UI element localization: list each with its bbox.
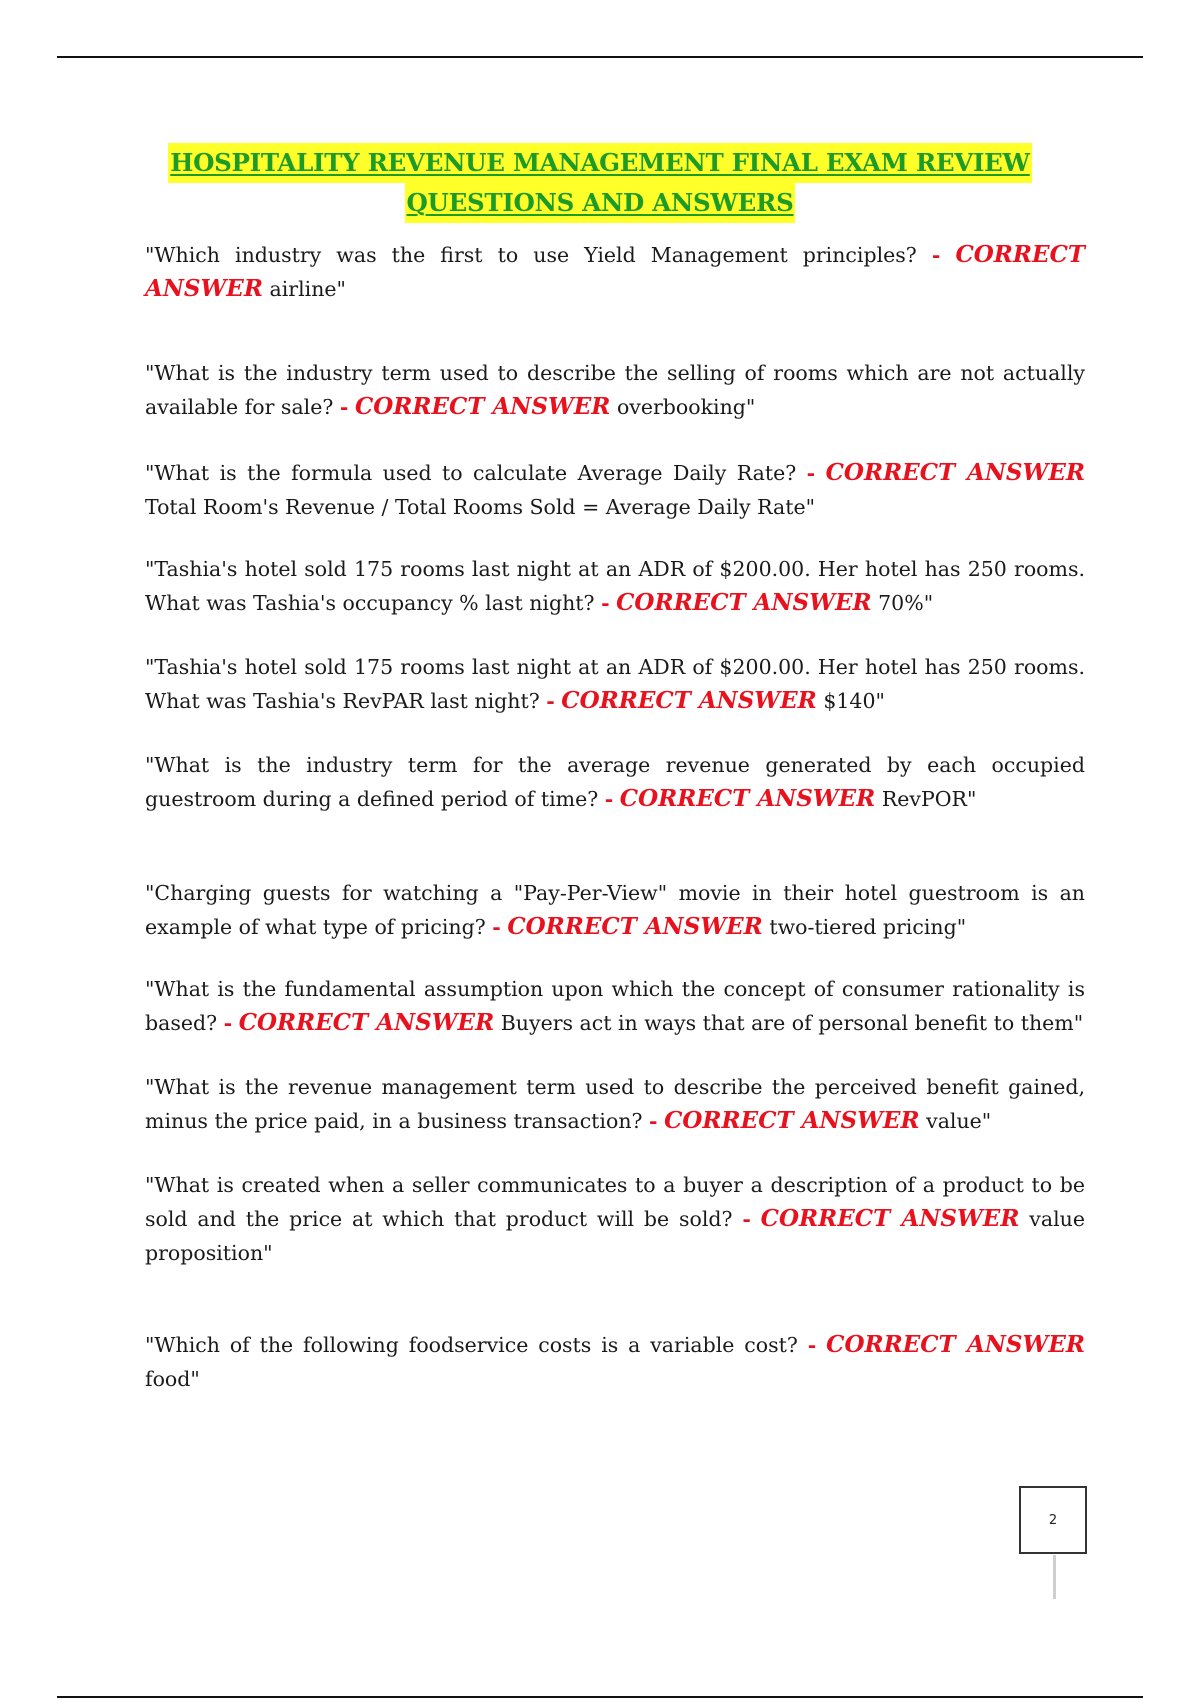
question-text: "Which of the following foodservice costs is a variable cost?: [145, 1333, 798, 1357]
qa-item: [145, 650, 1085, 718]
qa-item: [145, 356, 1085, 424]
correct-answer-label: CORRECT ANSWER: [826, 1331, 1085, 1358]
qa-item: [145, 1168, 1085, 1270]
correct-answer-label: CORRECT ANSWER: [664, 1107, 920, 1134]
question-text: "Which industry was the first to use Yield Management principles?: [145, 243, 917, 267]
correct-answer-label: CORRECT ANSWER: [561, 687, 817, 714]
answer-separator: -: [931, 243, 941, 267]
answer-separator: -: [601, 591, 610, 615]
qa-item: [145, 552, 1085, 620]
answer-text: value": [926, 1109, 992, 1133]
page-number-connector: [1053, 1555, 1056, 1599]
title-line-2: QUESTIONS AND ANSWERS: [405, 183, 796, 223]
qa-item: [145, 876, 1085, 944]
answer-separator: -: [604, 787, 614, 811]
answer-separator: -: [649, 1109, 658, 1133]
answer-text: $140": [823, 689, 885, 713]
correct-answer-label: CORRECT ANSWER: [616, 589, 872, 616]
answer-text: value proposition": [145, 1207, 1085, 1265]
header-rule: [57, 56, 1143, 58]
qa-item: [145, 1070, 1085, 1138]
title-line-1: HOSPITALITY REVENUE MANAGEMENT FINAL EXAM REVIEW: [168, 143, 1031, 183]
qa-item: [145, 1328, 1085, 1396]
qa-item: [145, 972, 1085, 1040]
answer-text: overbooking": [616, 395, 756, 419]
correct-answer-label: CORRECT ANSWER: [507, 913, 763, 940]
question-text: "What is the industry term for the average revenue generated by each occupied guestroom during a defined period of time?: [145, 753, 1085, 811]
qa-item: [145, 238, 1085, 306]
answer-text: food": [145, 1367, 200, 1391]
answer-separator: -: [492, 915, 501, 939]
document-title: [0, 143, 1200, 223]
answer-text: RevPOR": [881, 787, 977, 811]
answer-text: Total Room's Revenue / Total Rooms Sold = Average Daily Rate": [145, 495, 816, 519]
footer-rule: [57, 1696, 1143, 1698]
answer-separator: -: [339, 395, 349, 419]
answer-separator: -: [806, 461, 816, 485]
correct-answer-label: CORRECT ANSWER: [760, 1205, 1020, 1232]
correct-answer-label: CORRECT ANSWER: [825, 459, 1085, 486]
question-text: "Tashia's hotel sold 175 rooms last night at an ADR of $200.00. Her hotel has 250 rooms. What was Tashia's RevPAR last night?: [145, 655, 1085, 713]
answer-separator: -: [807, 1333, 817, 1357]
question-text: "Charging guests for watching a "Pay-Per-View" movie in their hotel guestroom is an example of what type of pricing?: [145, 881, 1085, 939]
answer-separator: -: [546, 689, 555, 713]
answer-text: 70%": [878, 591, 934, 615]
answer-separator: -: [223, 1011, 233, 1035]
question-text: "What is the fundamental assumption upon which the concept of consumer rationality is based?: [145, 977, 1085, 1035]
question-text: "What is the industry term used to describe the selling of rooms which are not actually available for sale?: [145, 361, 1085, 419]
answer-text: two-tiered pricing": [769, 915, 967, 939]
question-text: "What is created when a seller communicates to a buyer a description of a product to be sold and the price at which that product will be sold?: [145, 1173, 1085, 1231]
correct-answer-label: CORRECT ANSWER: [619, 785, 876, 812]
question-text: "What is the formula used to calculate Average Daily Rate?: [145, 461, 797, 485]
correct-answer-label: CORRECT ANSWER: [145, 241, 1085, 302]
qa-item: [145, 748, 1085, 816]
qa-item: [145, 456, 1085, 524]
correct-answer-label: CORRECT ANSWER: [238, 1009, 495, 1036]
correct-answer-label: CORRECT ANSWER: [354, 393, 611, 420]
question-text: "Tashia's hotel sold 175 rooms last night at an ADR of $200.00. Her hotel has 250 rooms. What was Tashia's occupancy % last night?: [145, 557, 1085, 615]
answer-text: Buyers act in ways that are of personal benefit to them": [500, 1011, 1084, 1035]
question-text: "What is the revenue management term used to describe the perceived benefit gained, minus the price paid, in a business transaction?: [145, 1075, 1085, 1133]
answer-separator: -: [742, 1207, 751, 1231]
page-number: 2: [1019, 1486, 1087, 1554]
answer-text: airline": [269, 277, 346, 301]
